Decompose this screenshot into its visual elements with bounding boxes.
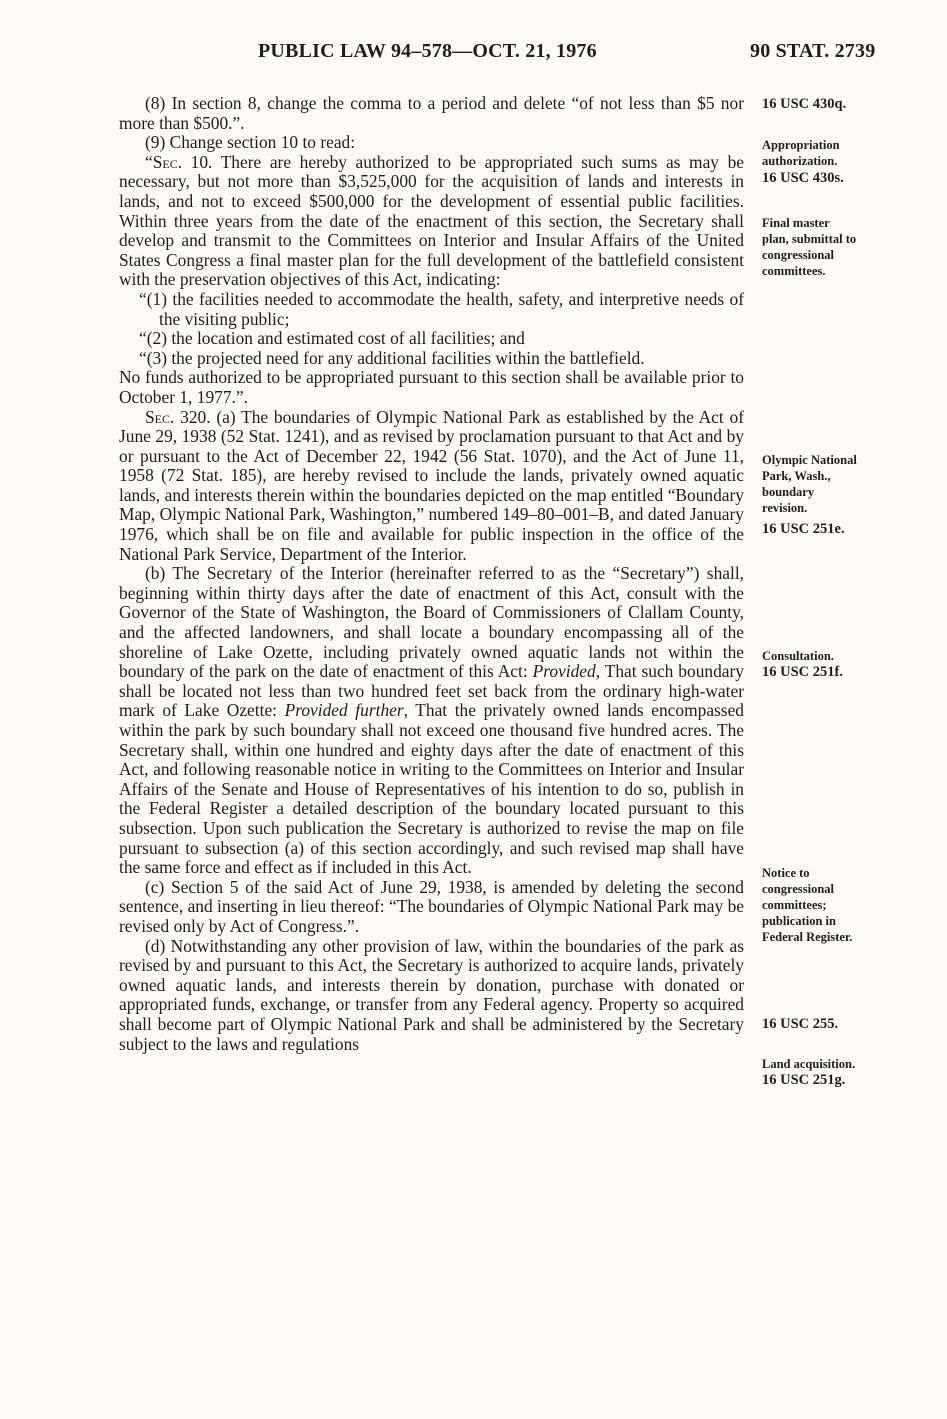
margin-note-appropriation: Appropriation authorization. — [762, 138, 840, 168]
b-part-3: , That the privately owned lands encompassed within the park by such boundary shall not exceed one thousand five hundred acres. The Secretary shall, within one hundred and eighty days after the date of enactment of this Act, and following reasonable notice in writing to the Committees on Interior and Insular Affairs of the Senate and House of Representatives of his intention to do so, publish in the Federal Register a detailed description of the boundary located pursuant to this subsection. Upon such publication the Secretary is authorized to revise the map on file pursuant to subsection (a) of this section accordingly, and such revised map shall have the same force and effect as if included in this Act. — [119, 700, 744, 878]
proviso-1: Provided — [532, 661, 596, 682]
margin-note-usc-430s: 16 USC 430s. — [762, 170, 844, 186]
page-title: PUBLIC LAW 94–578—OCT. 21, 1976 — [258, 40, 597, 62]
section-320-a-body: 320. (a) The boundaries of Olympic National Park as established by the Act of June 29, 1938 (52 Stat. 1241), and as revised by proclamation pursuant to that Act and by or pursuant to the Act of December 22, 1942 (56 Stat. 1070), and the Act of June 11, 1958 (72 Stat. 185), are hereby revised to include the lands, privately owned aquatic lands, and interests therein within the boundaries depicted on the map entitled “Boundary Map, Olympic National Park, Washington,” numbered 149–80–001–B, and dated January 1976, which shall be on file and available for public inspection in the office of the National Park Service, Department of the Interior. — [119, 406, 744, 564]
section-10-body: 10. There are hereby authorized to be appropriated such sums as may be necessary, but not more than $3,525,000 for the acquisition of lands and interests in lands, and not to exceed $500,000 for the development of essential public facilities. Within three years from the date of the enactment of this section, the Secretary shall develop and transmit to the Committees on Interior and Insular Affairs of the United States Congress a final master plan for the full development of the battlefield consistent with the preservation objectives of this Act, indicating: — [119, 151, 744, 290]
statute-page-number: 90 STAT. 2739 — [750, 40, 876, 62]
no-funds-paragraph: No funds authorized to be appropriated pursuant to this section shall be available prior to October 1, 1977.”. — [119, 367, 744, 407]
main-text — [119, 94, 744, 1054]
paragraph-9: (9) Change section 10 to read: — [145, 132, 356, 153]
paragraph-8: (8) In section 8, change the comma to a period and delete “of not less than $5 nor more than $500.”. — [119, 93, 744, 133]
proviso-2: Provided further — [284, 700, 404, 721]
margin-note-usc-251f: 16 USC 251f. — [762, 664, 843, 680]
b-part-2: , That such boundary shall be located not less than two hundred feet set back from the ordinary high-water mark of Lake Ozette: — [119, 661, 744, 721]
section-320-b — [119, 564, 744, 878]
margin-note-usc-251e: 16 USC 251e. — [762, 521, 845, 537]
margin-note-usc-430q: 16 USC 430q. — [762, 96, 847, 112]
b-part-1: (b) The Secretary of the Interior (hereinafter referred to as the “Secretary”) shall, beginning within thirty days after the date of enactment of this Act, consult with the Governor of the State of Washington, the Board of Commissioners of Clallam County, and the affected landowners, and shall locate a boundary encompassing all of the shoreline of Lake Ozette, including privately owned aquatic lands not within the boundary of the park on the date of enactment of this Act: — [119, 563, 744, 682]
section-label: “Sec. — [145, 151, 183, 172]
margin-note-usc-251g: 16 USC 251g. — [762, 1072, 846, 1088]
section-320-c: (c) Section 5 of the said Act of June 29, 1938, is amended by deleting the second sentence, and inserting in lieu thereof: “The boundaries of Olympic National Park may be revised only by Act of Congress.”. — [119, 876, 744, 936]
section-label: Sec. — [145, 406, 175, 427]
margin-note-usc-255: 16 USC 255. — [762, 1016, 839, 1032]
page-header — [0, 40, 947, 70]
section-320-a — [119, 408, 744, 565]
list-item-2: “(2) the location and estimated cost of all facilities; and — [139, 328, 525, 349]
list-item-1: “(1) the facilities needed to accommodate the health, safety, and interpretive needs of the visiting public; — [139, 288, 744, 329]
margin-note-land-acquisition: Land acquisition. — [762, 1057, 856, 1071]
list-item-3: “(3) the projected need for any additional facilities within the battlefield. — [139, 347, 645, 368]
section-320-d: (d) Notwithstanding any other provision of law, within the boundaries of the park as revised by and pursuant to this Act, the Secretary is authorized to acquire lands, privately owned aquatic lands, and interests therein by donation, purchase with donated or appropriated funds, exchange, or transfer from any Federal agency. Property so acquired shall become part of Olympic National Park and shall be administered by the Secretary subject to the laws and regulations — [119, 935, 744, 1054]
margin-note-federal-register: Notice to congressional committees; publication in Federal Register. — [762, 866, 853, 944]
margin-note-consultation: Consultation. — [762, 649, 834, 663]
section-10-text — [119, 153, 744, 290]
margin-note-boundary-revision: Olympic National Park, Wash., boundary revision. — [762, 453, 857, 515]
margin-note-master-plan: Final master plan, submittal to congressional committees. — [762, 216, 857, 278]
